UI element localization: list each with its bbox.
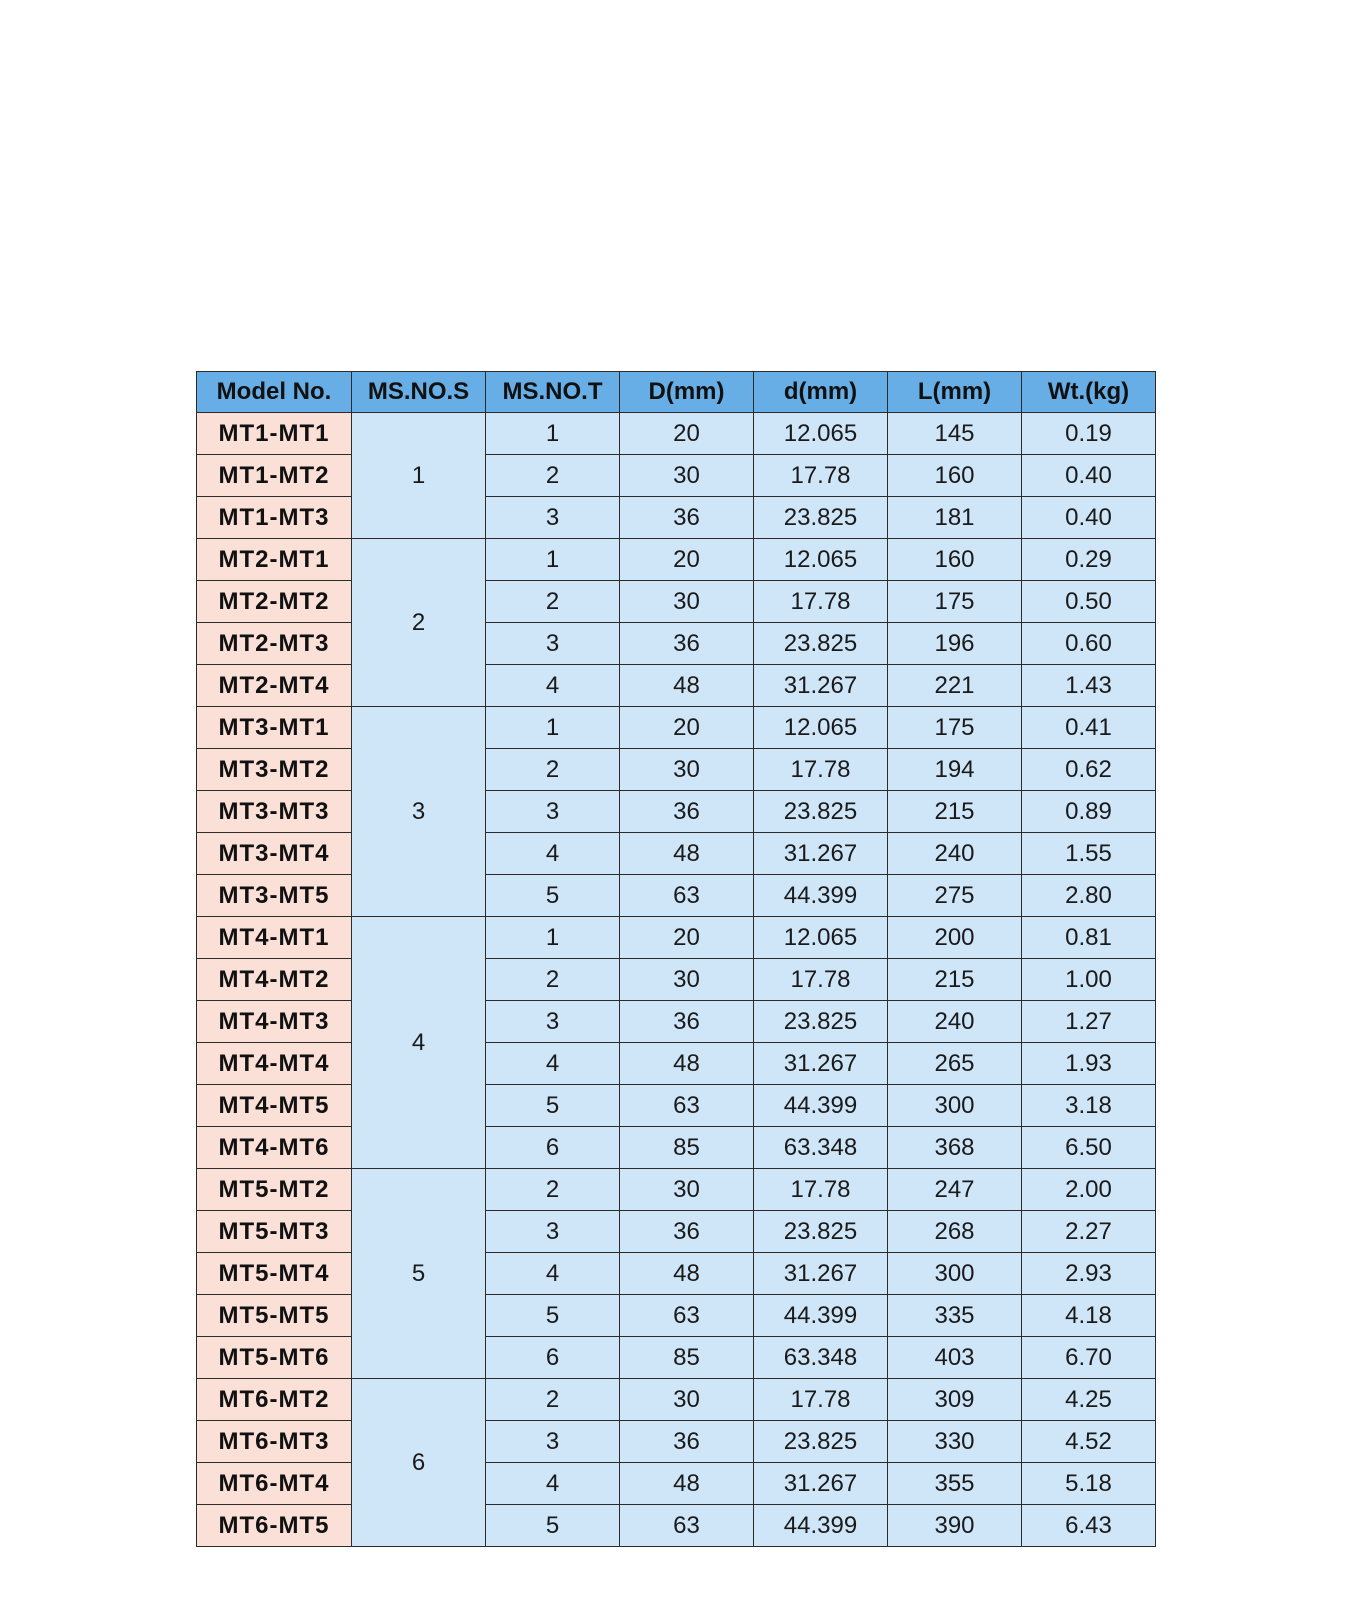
ms-no-t-cell: 4 [486,1463,620,1505]
ms-no-t-cell: 4 [486,1043,620,1085]
inner-diameter-cell: 44.399 [754,1505,888,1547]
table-row [197,959,1156,1001]
table-row [197,497,1156,539]
weight-cell: 1.00 [1022,959,1156,1001]
inner-diameter-cell: 63.348 [754,1337,888,1379]
model-no-cell: MT4-MT4 [197,1043,352,1085]
ms-no-t-cell: 5 [486,1505,620,1547]
model-no-cell: MT5-MT2 [197,1169,352,1211]
weight-cell: 0.81 [1022,917,1156,959]
table-row [197,1043,1156,1085]
model-no-cell: MT6-MT2 [197,1379,352,1421]
ms-no-t-cell: 4 [486,665,620,707]
model-no-cell: MT3-MT1 [197,707,352,749]
ms-no-t-cell: 3 [486,791,620,833]
length-cell: 145 [888,413,1022,455]
header-outer-diameter: D(mm) [620,372,754,413]
ms-no-t-cell: 5 [486,875,620,917]
outer-diameter-cell: 30 [620,959,754,1001]
table-row [197,875,1156,917]
inner-diameter-cell: 17.78 [754,749,888,791]
weight-cell: 4.52 [1022,1421,1156,1463]
length-cell: 330 [888,1421,1022,1463]
weight-cell: 5.18 [1022,1463,1156,1505]
inner-diameter-cell: 63.348 [754,1127,888,1169]
ms-no-t-cell: 3 [486,1001,620,1043]
outer-diameter-cell: 36 [620,1421,754,1463]
inner-diameter-cell: 17.78 [754,455,888,497]
length-cell: 265 [888,1043,1022,1085]
weight-cell: 0.41 [1022,707,1156,749]
length-cell: 275 [888,875,1022,917]
table-row [197,1001,1156,1043]
ms-no-s-cell: 5 [352,1169,486,1379]
inner-diameter-cell: 44.399 [754,875,888,917]
weight-cell: 2.80 [1022,875,1156,917]
weight-cell: 0.40 [1022,497,1156,539]
outer-diameter-cell: 63 [620,1085,754,1127]
inner-diameter-cell: 23.825 [754,1421,888,1463]
outer-diameter-cell: 30 [620,1169,754,1211]
inner-diameter-cell: 31.267 [754,833,888,875]
outer-diameter-cell: 30 [620,455,754,497]
header-length: L(mm) [888,372,1022,413]
inner-diameter-cell: 31.267 [754,1253,888,1295]
length-cell: 175 [888,581,1022,623]
length-cell: 215 [888,959,1022,1001]
model-no-cell: MT6-MT4 [197,1463,352,1505]
table-row [197,1169,1156,1211]
model-no-cell: MT5-MT5 [197,1295,352,1337]
table-row [197,1379,1156,1421]
spec-table [196,371,1156,1547]
table-row [197,455,1156,497]
model-no-cell: MT3-MT2 [197,749,352,791]
ms-no-t-cell: 6 [486,1127,620,1169]
model-no-cell: MT5-MT6 [197,1337,352,1379]
ms-no-t-cell: 2 [486,455,620,497]
inner-diameter-cell: 17.78 [754,1169,888,1211]
model-no-cell: MT3-MT4 [197,833,352,875]
table-row [197,539,1156,581]
table-row [197,749,1156,791]
model-no-cell: MT6-MT3 [197,1421,352,1463]
ms-no-t-cell: 2 [486,959,620,1001]
weight-cell: 4.18 [1022,1295,1156,1337]
model-no-cell: MT5-MT4 [197,1253,352,1295]
outer-diameter-cell: 63 [620,1295,754,1337]
weight-cell: 2.00 [1022,1169,1156,1211]
outer-diameter-cell: 36 [620,1001,754,1043]
length-cell: 200 [888,917,1022,959]
table-row [197,623,1156,665]
length-cell: 160 [888,455,1022,497]
length-cell: 175 [888,707,1022,749]
weight-cell: 0.62 [1022,749,1156,791]
table-row [197,1337,1156,1379]
inner-diameter-cell: 12.065 [754,917,888,959]
weight-cell: 1.43 [1022,665,1156,707]
outer-diameter-cell: 30 [620,1379,754,1421]
table-row [197,1211,1156,1253]
header-ms-no-t: MS.NO.T [486,372,620,413]
weight-cell: 0.29 [1022,539,1156,581]
inner-diameter-cell: 17.78 [754,959,888,1001]
weight-cell: 6.50 [1022,1127,1156,1169]
model-no-cell: MT2-MT1 [197,539,352,581]
outer-diameter-cell: 36 [620,623,754,665]
outer-diameter-cell: 48 [620,1043,754,1085]
ms-no-t-cell: 2 [486,581,620,623]
outer-diameter-cell: 63 [620,1505,754,1547]
table-row [197,1463,1156,1505]
inner-diameter-cell: 17.78 [754,1379,888,1421]
header-weight: Wt.(kg) [1022,372,1156,413]
table-row [197,1253,1156,1295]
outer-diameter-cell: 20 [620,413,754,455]
ms-no-t-cell: 1 [486,413,620,455]
inner-diameter-cell: 17.78 [754,581,888,623]
weight-cell: 0.89 [1022,791,1156,833]
inner-diameter-cell: 31.267 [754,665,888,707]
table-row [197,707,1156,749]
weight-cell: 1.93 [1022,1043,1156,1085]
model-no-cell: MT3-MT5 [197,875,352,917]
length-cell: 196 [888,623,1022,665]
ms-no-t-cell: 2 [486,749,620,791]
ms-no-s-cell: 1 [352,413,486,539]
outer-diameter-cell: 85 [620,1337,754,1379]
header-model-no: Model No. [197,372,352,413]
outer-diameter-cell: 48 [620,665,754,707]
weight-cell: 1.55 [1022,833,1156,875]
inner-diameter-cell: 23.825 [754,791,888,833]
table-row [197,833,1156,875]
table-row [197,1085,1156,1127]
weight-cell: 0.40 [1022,455,1156,497]
model-no-cell: MT1-MT1 [197,413,352,455]
outer-diameter-cell: 36 [620,497,754,539]
length-cell: 403 [888,1337,1022,1379]
ms-no-t-cell: 4 [486,1253,620,1295]
inner-diameter-cell: 31.267 [754,1463,888,1505]
model-no-cell: MT2-MT3 [197,623,352,665]
length-cell: 335 [888,1295,1022,1337]
outer-diameter-cell: 85 [620,1127,754,1169]
outer-diameter-cell: 48 [620,1463,754,1505]
ms-no-t-cell: 3 [486,1421,620,1463]
table-row [197,917,1156,959]
weight-cell: 4.25 [1022,1379,1156,1421]
weight-cell: 0.50 [1022,581,1156,623]
inner-diameter-cell: 12.065 [754,707,888,749]
table-row [197,1505,1156,1547]
length-cell: 247 [888,1169,1022,1211]
ms-no-t-cell: 1 [486,539,620,581]
model-no-cell: MT5-MT3 [197,1211,352,1253]
outer-diameter-cell: 30 [620,749,754,791]
outer-diameter-cell: 63 [620,875,754,917]
outer-diameter-cell: 30 [620,581,754,623]
length-cell: 309 [888,1379,1022,1421]
length-cell: 160 [888,539,1022,581]
ms-no-s-cell: 3 [352,707,486,917]
table-row [197,1421,1156,1463]
weight-cell: 0.60 [1022,623,1156,665]
model-no-cell: MT6-MT5 [197,1505,352,1547]
outer-diameter-cell: 20 [620,707,754,749]
model-no-cell: MT4-MT3 [197,1001,352,1043]
inner-diameter-cell: 12.065 [754,539,888,581]
table-row [197,1295,1156,1337]
table-row [197,665,1156,707]
header-row [197,372,1156,413]
weight-cell: 6.70 [1022,1337,1156,1379]
ms-no-t-cell: 1 [486,917,620,959]
outer-diameter-cell: 48 [620,1253,754,1295]
ms-no-t-cell: 3 [486,623,620,665]
ms-no-t-cell: 5 [486,1295,620,1337]
ms-no-t-cell: 1 [486,707,620,749]
ms-no-s-cell: 2 [352,539,486,707]
weight-cell: 2.93 [1022,1253,1156,1295]
length-cell: 194 [888,749,1022,791]
length-cell: 368 [888,1127,1022,1169]
model-no-cell: MT1-MT2 [197,455,352,497]
table-row [197,1127,1156,1169]
ms-no-t-cell: 2 [486,1379,620,1421]
weight-cell: 6.43 [1022,1505,1156,1547]
length-cell: 215 [888,791,1022,833]
length-cell: 355 [888,1463,1022,1505]
length-cell: 240 [888,833,1022,875]
model-no-cell: MT3-MT3 [197,791,352,833]
model-no-cell: MT4-MT1 [197,917,352,959]
length-cell: 221 [888,665,1022,707]
inner-diameter-cell: 23.825 [754,623,888,665]
outer-diameter-cell: 36 [620,791,754,833]
outer-diameter-cell: 48 [620,833,754,875]
model-no-cell: MT4-MT2 [197,959,352,1001]
outer-diameter-cell: 36 [620,1211,754,1253]
inner-diameter-cell: 44.399 [754,1295,888,1337]
inner-diameter-cell: 31.267 [754,1043,888,1085]
length-cell: 390 [888,1505,1022,1547]
model-no-cell: MT1-MT3 [197,497,352,539]
weight-cell: 2.27 [1022,1211,1156,1253]
weight-cell: 3.18 [1022,1085,1156,1127]
inner-diameter-cell: 44.399 [754,1085,888,1127]
ms-no-t-cell: 2 [486,1169,620,1211]
header-ms-no-s: MS.NO.S [352,372,486,413]
length-cell: 268 [888,1211,1022,1253]
table-row [197,791,1156,833]
table-body [197,413,1156,1547]
weight-cell: 0.19 [1022,413,1156,455]
inner-diameter-cell: 23.825 [754,1001,888,1043]
ms-no-s-cell: 6 [352,1379,486,1547]
ms-no-t-cell: 6 [486,1337,620,1379]
length-cell: 300 [888,1253,1022,1295]
ms-no-s-cell: 4 [352,917,486,1169]
ms-no-t-cell: 3 [486,497,620,539]
header-inner-diameter: d(mm) [754,372,888,413]
outer-diameter-cell: 20 [620,917,754,959]
model-no-cell: MT2-MT4 [197,665,352,707]
weight-cell: 1.27 [1022,1001,1156,1043]
ms-no-t-cell: 4 [486,833,620,875]
ms-no-t-cell: 5 [486,1085,620,1127]
ms-no-t-cell: 3 [486,1211,620,1253]
length-cell: 240 [888,1001,1022,1043]
table-row [197,413,1156,455]
outer-diameter-cell: 20 [620,539,754,581]
length-cell: 181 [888,497,1022,539]
inner-diameter-cell: 23.825 [754,1211,888,1253]
length-cell: 300 [888,1085,1022,1127]
model-no-cell: MT4-MT5 [197,1085,352,1127]
inner-diameter-cell: 12.065 [754,413,888,455]
inner-diameter-cell: 23.825 [754,497,888,539]
table-row [197,581,1156,623]
model-no-cell: MT2-MT2 [197,581,352,623]
model-no-cell: MT4-MT6 [197,1127,352,1169]
